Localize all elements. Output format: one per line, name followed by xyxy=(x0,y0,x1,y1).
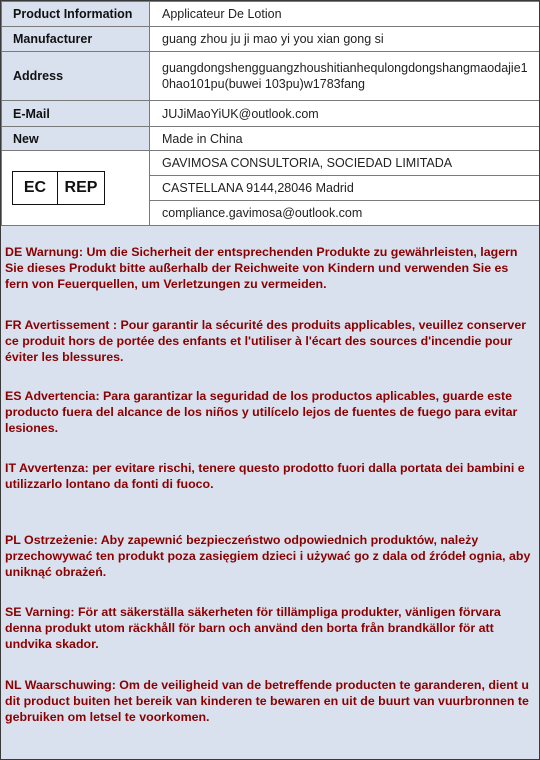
row-address xyxy=(2,52,540,101)
product-information-label: Product Information xyxy=(2,2,150,27)
warning-fr: FR Avertissement : Pour garantir la sécurité des produits applicables, veuillez conserver ce produit hors de portée des enfants et l'utiliser à l'écart des sources d'incendie pour éviter les blessures. xyxy=(5,318,527,364)
ec-rep-symbol xyxy=(12,171,105,205)
address-value: guangdongshengguangzhoushitianhequlongdongshangmaodajie10hao101pu(buwei 103pu)w1783fang xyxy=(150,52,540,101)
product-info-table xyxy=(1,1,540,226)
row-email xyxy=(2,101,540,127)
ec-rep-symbol-rep: REP xyxy=(64,179,98,196)
address-label: Address xyxy=(2,52,150,101)
warning-de: DE Warnung: Um die Sicherheit der entsprechenden Produkte zu gewährleisten, lagern Sie dieses Produkt bitte außerhalb der Reichweite von Kindern und verwenden Sie es fern von Feuerquellen, um Verletzungen zu vermeiden. xyxy=(5,245,518,291)
warning-pl: PL Ostrzeżenie: Aby zapewnić bezpieczeństwo odpowiednich produktów, należy przechowywać ten produkt poza zasięgiem dzieci i używać go z dala od źródeł ognia, aby uniknąć obrażeń. xyxy=(5,533,531,579)
new-label: New xyxy=(2,127,150,151)
manufacturer-value: guang zhou ju ji mao yi you xian gong si xyxy=(150,27,540,52)
email-value: JUJiMaoYiUK@outlook.com xyxy=(150,101,540,127)
ec-rep-address: CASTELLANA 9144,28046 Madrid xyxy=(150,176,540,201)
ec-rep-symbol-ec: EC xyxy=(13,172,58,204)
row-manufacturer xyxy=(2,27,540,52)
email-label: E-Mail xyxy=(2,101,150,127)
warning-se: SE Varning: För att säkerställa säkerheten för tillämpliga produkter, vänligen förvara denna produkt utom räckhåll för barn och använd den borta från brandkällor för att undvika skador. xyxy=(5,605,501,651)
ec-rep-symbol-cell xyxy=(2,151,150,226)
row-product-information xyxy=(2,2,540,27)
ec-rep-company: GAVIMOSA CONSULTORIA, SOCIEDAD LIMITADA xyxy=(150,151,540,176)
new-value: Made in China xyxy=(150,127,540,151)
warning-es: ES Advertencia: Para garantizar la seguridad de los productos aplicables, guarde este producto fuera del alcance de los niños y utilícelo lejos de fuentes de fuego para evitar lesiones. xyxy=(5,389,518,435)
manufacturer-label: Manufacturer xyxy=(2,27,150,52)
warning-nl: NL Waarschuwing: Om de veiligheid van de betreffende producten te garanderen, dient u dit product buiten het bereik van kinderen te bewaren en uit de buurt van vuurbronnen te gebruiken om letsel te voorkomen. xyxy=(5,678,529,724)
row-new xyxy=(2,127,540,151)
product-information-value: Applicateur De Lotion xyxy=(150,2,540,27)
ec-rep-email: compliance.gavimosa@outlook.com xyxy=(150,201,540,226)
row-ec-rep-company xyxy=(2,151,540,176)
warning-it: IT Avvertenza: per evitare rischi, tenere questo prodotto fuori dalla portata dei bambini e utilizzarlo lontano da fonti di fuoco. xyxy=(5,461,525,491)
